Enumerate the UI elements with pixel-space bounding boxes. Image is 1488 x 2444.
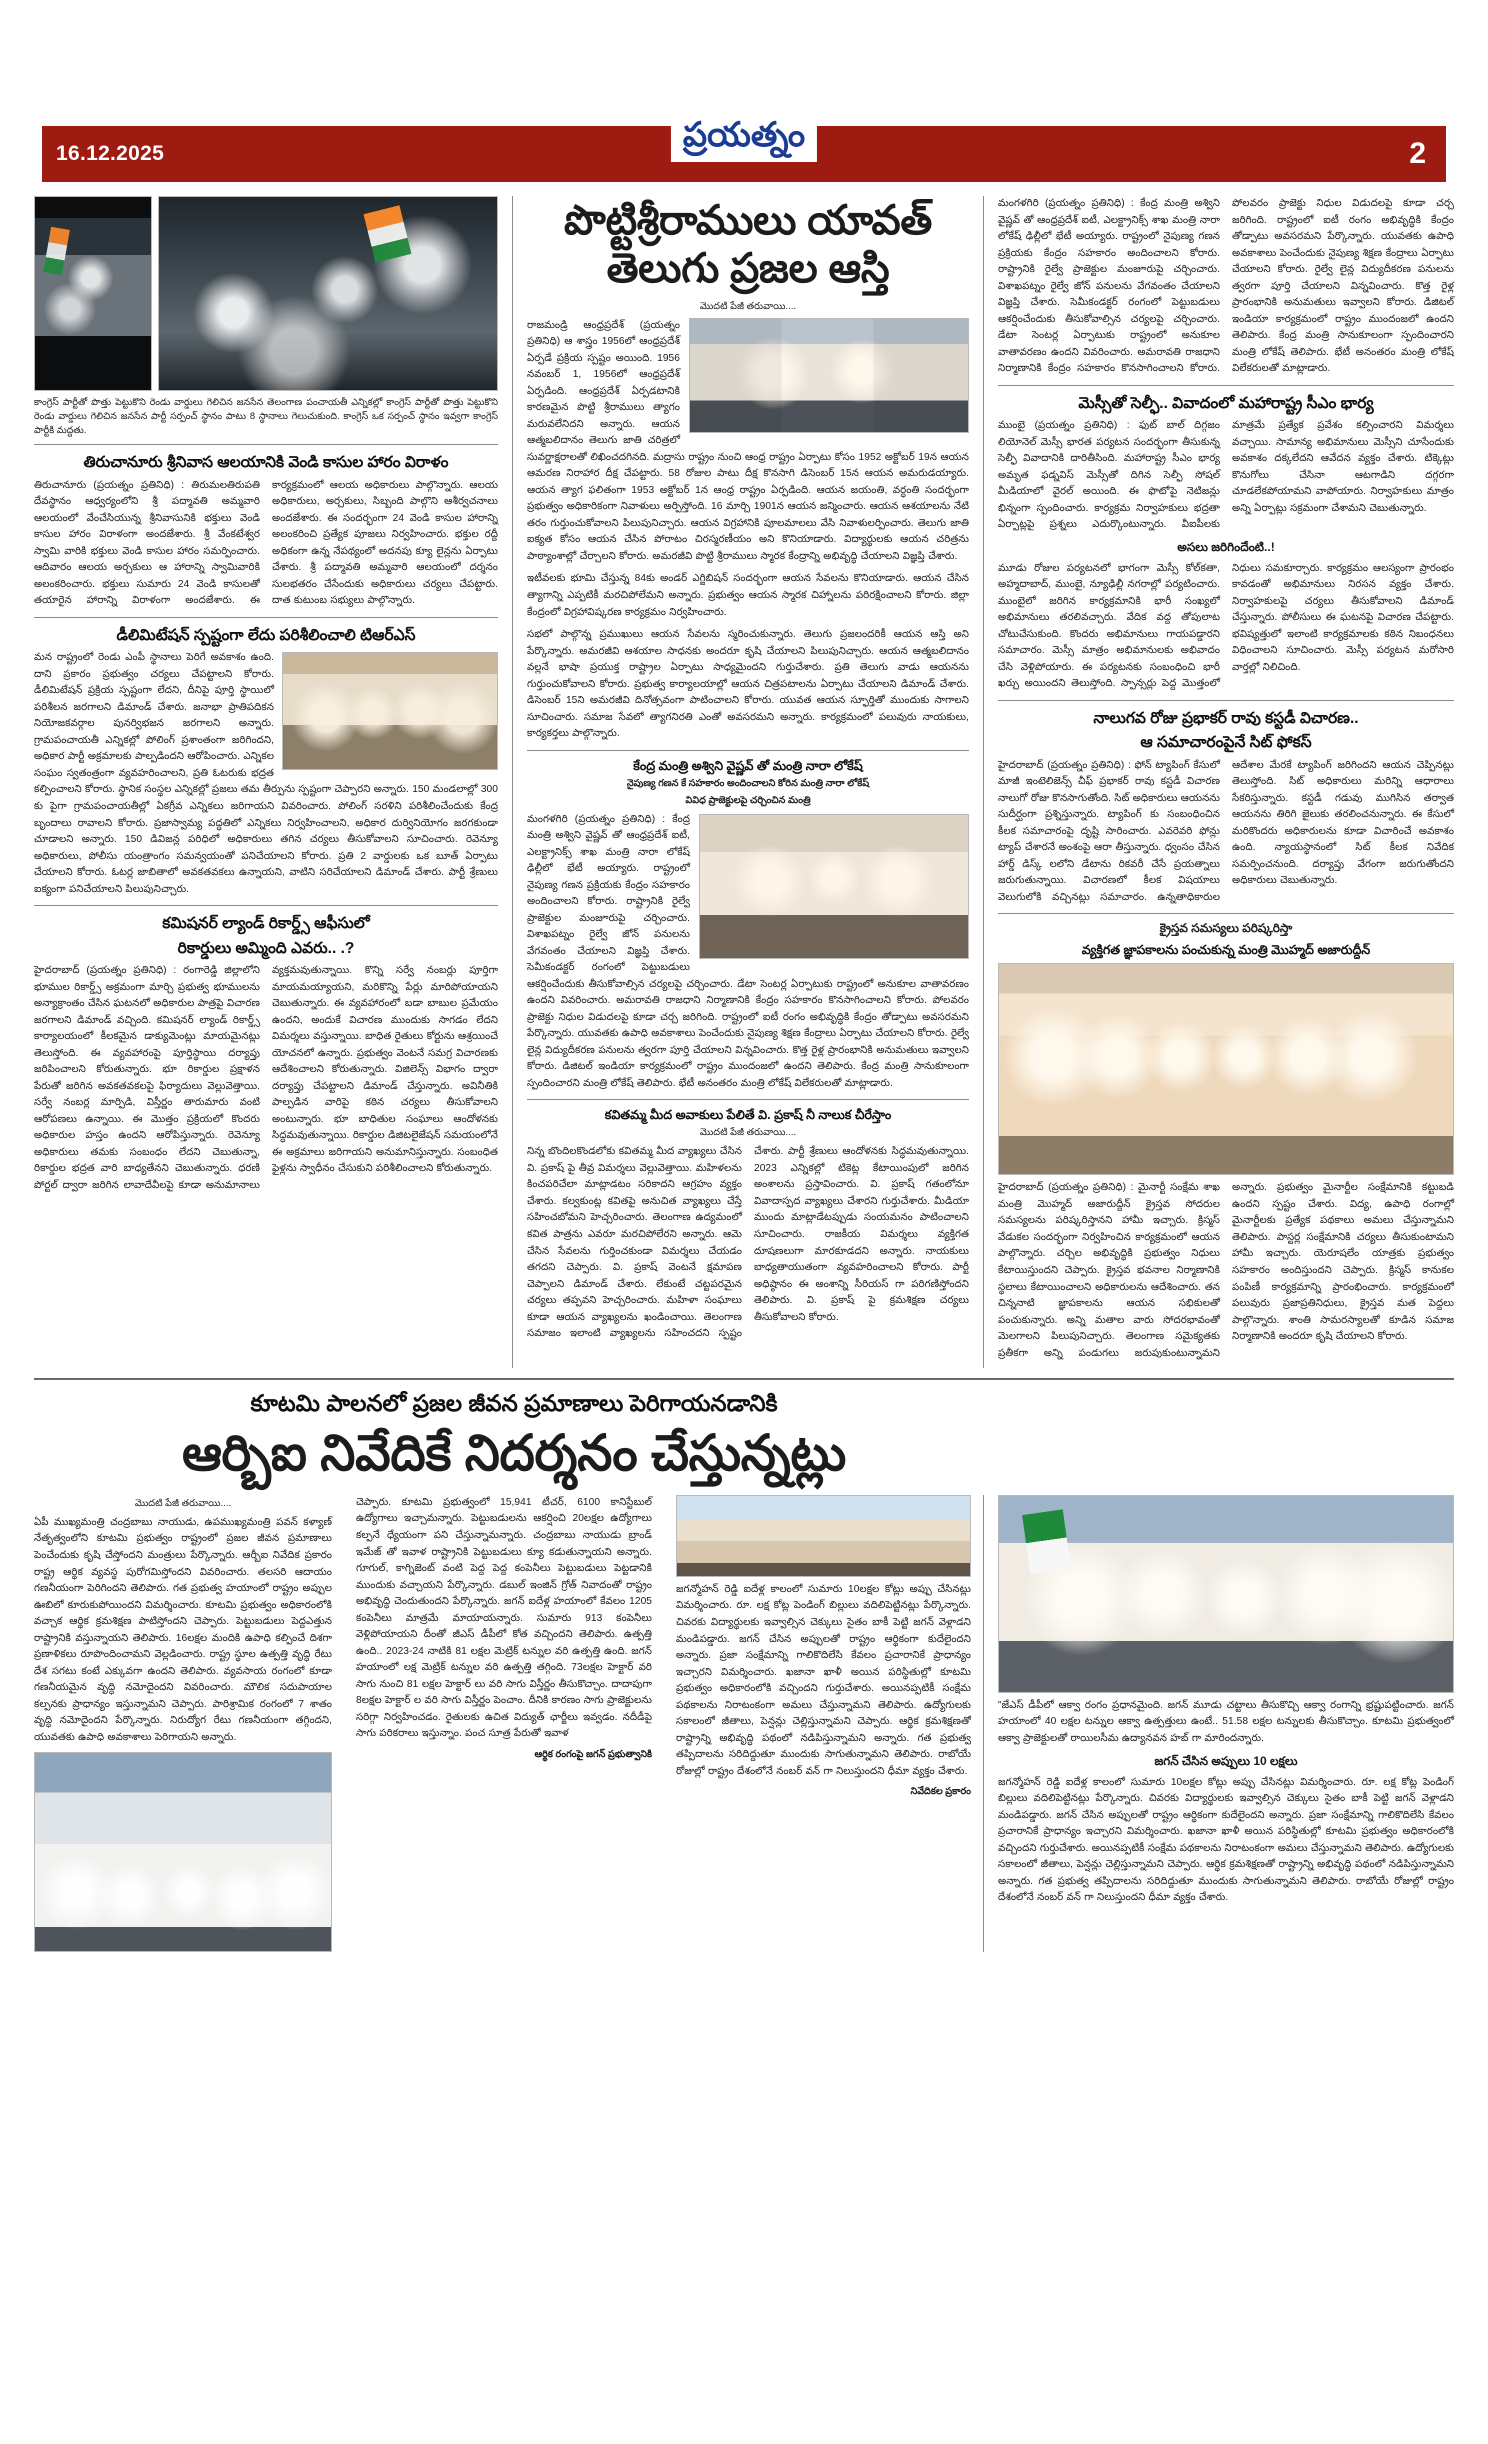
divider xyxy=(34,905,498,906)
body-ashwini-vaishnaw: మంగళగిరి (ప్రయత్నం ప్రతినిధి) : కేంద్ర మంత్రి అశ్విని వైష్ణవ్ తో ఆంధ్రప్రదేశ్ ఐటీ, ఎలక్ట్రానిక్స్ శాఖ మంత్రి నారా లోకేష్ ఢిల్లీలో భేటీ అయ్యారు. రాష్ట్రంలో నైపుణ్య గణన ప్రక్రియకు కేంద్రం సహకారం అందించాలని కోరారు. రాష్ట్రానికి రైల్వే ప్రాజెక్టుల మంజూరుపై చర్చించారు. విశాఖపట్నం రైల్వే జోన్ పనులను వేగవంతం చేయాలని విజ్ఞప్తి చేశారు. సెమీకండక్టర్ రంగంలో పెట్టుబడులు ఆకర్షించేందుకు తీసుకోవాల్సిన చర్యలపై చర్చించారు. డేటా సెంటర్ల ఏర్పాటుకు రాష్ట్రంలో అనుకూల వాతావరణం ఉందని వివరించారు. అమరావతి రాజధాని నిర్మాణానికి కేంద్రం సహకారం కొనసాగించాలని కోరారు. పోలవరం ప్రాజెక్టు నిధుల విడుదలపై కూడా చర్చ జరిగింది. రాష్ట్రంలో ఐటీ రంగం అభివృద్ధికి కేంద్రం తోడ్పాటు అవసరమని పేర్కొన్నారు. యువతకు ఉపాధి అవకాశాలు పెంచేందుకు నైపుణ్య శిక్షణ కేంద్రాలు ఏర్పాటు చేయాలని కోరారు. రైల్వే లైన్ల విద్యుదీకరణ పనులను త్వరగా పూర్తి చేయాలని విన్నవించారు. కొత్త రైళ్ల ప్రారంభానికి అనుమతులు ఇవ్వాలని కోరారు. డిజిటల్ ఇండియా కార్యక్రమంలో రాష్ట్రం ముందంజలో ఉందని తెలిపారు. కేంద్ర మంత్రి సానుకూలంగా స్పందించారని మంత్రి లోకేష్ తెలిపారు. భేటీ అనంతరం మంత్రి లోకేష్ విలేకరులతో మాట్లాడారు. xyxy=(527,813,969,1089)
body-land-records: హైదరాబాద్ (ప్రయత్నం ప్రతినిధి) : రంగారెడ్డి జిల్లాలోని భూముల రికార్డ్స్ అక్రమంగా మార్చి ప్రభుత్వ భూములను అన్యాక్రాంతం చేసిన ఘటనలో అధికారుల పాత్రపై విచారణ జరగాలని డిమాండ్ వచ్చింది. కమిషనర్ ల్యాండ్ రికార్డ్స్ కార్యాలయంలో కీలకమైన డాక్యుమెంట్లు మాయమైనట్లు తెలుస్తోంది. ఈ వ్యవహారంపై పూర్తిస్థాయి దర్యాప్తు జరిపించాలని కోరుతున్నారు. భూ రికార్డుల ప్రక్షాళన పేరుతో జరిగిన అవకతవకలపై ఫిర్యాదులు వెల్లువెత్తాయి. సర్వే నంబర్ల మార్పిడి, విస్తీర్ణం తారుమారు వంటి ఆరోపణలు ఉన్నాయి. ఈ మొత్తం ప్రక్రియలో కొందరు అధికారుల హస్తం ఉందని ఆరోపిస్తున్నారు. రెవెన్యూ అధికారులు తమకు సంబంధం లేదని చెబుతున్నా, రికార్డుల భద్రత వారి బాధ్యతేనని చెబుతున్నారు. ధరణి పోర్టల్ ద్వారా జరిగిన లావాదేవీలపై కూడా అనుమానాలు వ్యక్తమవుతున్నాయి. కొన్ని సర్వే నంబర్లు పూర్తిగా మాయమయ్యాయని, మరికొన్ని పేర్లు మారిపోయాయని చెబుతున్నారు. ఈ వ్యవహారంలో బడా బాబుల ప్రమేయం ఉందని, అందుకే విచారణ ముందుకు సాగడం లేదని విమర్శలు వస్తున్నాయి. బాధిత రైతులు కోర్టును ఆశ్రయించే యోచనలో ఉన్నారు. ప్రభుత్వం వెంటనే సమగ్ర విచారణకు ఆదేశించాలని కోరుతున్నారు. విజిలెన్స్ విభాగం ద్వారా దర్యాప్తు చేపట్టాలని డిమాండ్ చేస్తున్నారు. అవినీతికి పాల్పడిన వారిపై కఠిన చర్యలు తీసుకోవాలని అంటున్నారు. భూ బాధితుల సంఘాలు ఆందోళనకు సిద్ధమవుతున్నాయి. రికార్డుల డిజిటలైజేషన్ సమయంలోనే ఈ అక్రమాలు జరిగాయని అనుమానిస్తున్నారు. సంబంధిత ఫైళ్లను స్వాధీనం చేసుకుని పరిశీలించాలని కోరుతున్నారు. xyxy=(34,965,498,1191)
delimitation-meeting-photo xyxy=(282,652,498,770)
heading-prabhakar-rao-line2: ఆ సమాచారంపైనే సిట్ ఫోకస్ xyxy=(1140,734,1312,752)
heading-tirupati-donation: తిరుచానూరు శ్రీనివాస ఆలయానికి వెండి కాసుల హారం విరాళం xyxy=(83,454,449,472)
lokesh-meeting-photo xyxy=(699,814,969,959)
subheading-what-happened: అసలు జరిగిందేంటి..! xyxy=(1177,539,1275,554)
body-delimitation: మన రాష్ట్రంలో రెండు ఎంపీ స్థానాలు పెరిగే అవకాశం ఉంది. దాని ప్రకారం ప్రభుత్వం చర్యలు చేపట్టాలని కోరారు. డీలిమిటేషన్ ప్రక్రియ స్పష్టంగా లేదని, దీనిపై పూర్తి స్థాయిలో పరిశీలన జరగాలని డిమాండ్ చేశారు. జనాభా ప్రాతిపదికన నియోజకవర్గాల పునర్విభజన జరగాలని అన్నారు. గ్రామపంచాయతీ ఎన్నికల్లో పోలింగ్ ప్రశాంతంగా జరిగిందని, అధికార పార్టీ అక్రమాలకు పాల్పడిందని ఆరోపించారు. ఎన్నికల సంఘం స్వతంత్రంగా వ్యవహరించాలని, ప్రతి ఓటరుకు భద్రత కల్పించాలని కోరారు. స్థానిక సంస్థల ఎన్నికల్లో ప్రజలు తమ తీర్పును స్పష్టంగా చెప్పారని అన్నారు. 150 మండలాల్లో 300 కు పైగా గ్రామపంచాయతీల్లో ఏకగ్రీవ ఎన్నికలు జరిగాయని వివరించారు. పోలింగ్ సరళిని పరిశీలించేందుకు కేంద్ర బృందాలు రావాలని కోరారు. ప్రజాస్వామ్య పద్ధతిలో ఎన్నికలు నిర్వహించాలని, అధికార దుర్వినియోగం జరగకుండా చూడాలని అన్నారు. 150 డివిజన్ల పరిధిలో అధికారులు తగిన చర్యలు తీసుకోవాలని సూచించారు. రెవెన్యూ అధికారులు, పోలీసు యంత్రాంగం సమన్వయంతో పనిచేయాలని కోరారు. ప్రతి 2 వార్డులకు ఒక బూత్ ఏర్పాటు చేయాలని కోరారు. ఓటర్ల జాబితాలో అవకతవకలు ఉన్నాయని, వాటిని సరిచేయాలని డిమాండ్ చేశారు. పార్టీ శ్రేణులు ఐక్యంగా పనిచేయాలని పిలుపునిచ్చారు. xyxy=(34,652,498,895)
heading-kavitha: కవితమ్మ మీద అవాకులు పేలితే వి. ప్రకాష్ నీ నాలుక చీరేస్తాం xyxy=(604,1108,892,1123)
rally-photo-small xyxy=(34,196,152,391)
byline-a: ఆర్థిక రంగంపై జగన్ ప్రభుత్వానికి xyxy=(534,1748,652,1760)
body-kavitha: నిన్న బొందిలకొండలోకు కవితమ్మ మీద వ్యాఖ్యలు చేసిన వి. ప్రకాష్ పై తీవ్ర విమర్శలు వెల్లువెత్తాయి. మహిళలను కించపరిచేలా మాట్లాడటం సరికాదని ఆగ్రహం వ్యక్తం చేశారు. కల్వకుంట్ల కవితపై అనుచిత వ్యాఖ్యలు చేస్తే సహించబోమని హెచ్చరించారు. తెలంగాణ ఉద్యమంలో కవిత పాత్రను ఎవరూ మరచిపోలేరని అన్నారు. ఆమె చేసిన సేవలను గుర్తించకుండా విమర్శలు చేయడం తగదని చెప్పారు. వి. ప్రకాష్ వెంటనే క్షమాపణ చెప్పాలని డిమాండ్ చేశారు. లేకుంటే చట్టపరమైన చర్యలు తప్పవని హెచ్చరించారు. మహిళా సంఘాలు కూడా ఆయన వ్యాఖ్యలను ఖండించాయి. తెలంగాణ సమాజం ఇలాంటి వ్యాఖ్యలను సహించదని స్పష్టం చేశారు. పార్టీ శ్రేణులు ఆందోళనకు సిద్ధమవుతున్నాయి. 2023 ఎన్నికల్లో టికెట్ల కేటాయింపులో జరిగిన అంశాలను ప్రస్తావించారు. వి. ప్రకాష్ గతంలోనూ వివాదాస్పద వ్యాఖ్యలు చేశారని గుర్తుచేశారు. మీడియా ముందు మాట్లాడేటప్పుడు సంయమనం పాటించాలని సూచించారు. రాజకీయ విమర్శలు వ్యక్తిగత దూషణలుగా మారకూడదని అన్నారు. నాయకులు బాధ్యతాయుతంగా వ్యవహరించాలని కోరారు. పార్టీ అధిష్ఠానం ఈ అంశాన్ని సీరియస్ గా పరిగణిస్తోందని తెలిపారు. వి. ప్రకాష్ పై క్రమశిక్షణ చర్యలు తీసుకోవాలని కోరారు. xyxy=(527,1146,969,1340)
byline-c: నివేదికల ప్రకారం xyxy=(910,1786,971,1798)
body-rbi-report-c: జగన్మోహన్ రెడ్డి ఐదేళ్ల కాలంలో సుమారు 10లక్షల కోట్లు అప్పు చేసినట్లు విమర్శించారు. రూ. లక్ష కోట్ల పెండింగ్ బిల్లులు వదిలిపెట్టినట్లు పేర్కొన్నారు. చివరకు విద్యార్థులకు ఇవ్వాల్సిన చెక్కులు సైతం బాకీ పెట్టి జగన్ వెళ్లాడని మండిపడ్డారు. జగన్ చేసిన అప్పులతో రాష్ట్రం ఆర్థికంగా కుదేలైందని అన్నారు. ప్రజా సంక్షేమాన్ని గాలికొదిలేసి కేవలం ప్రచారానికే ప్రాధాన్యం ఇచ్చారని విమర్శించారు. ఖజానా ఖాళీ అయిన పరిస్థితుల్లో కూటమి ప్రభుత్వం అధికారంలోకి వచ్చిందని గుర్తుచేశారు. అయినప్పటికీ సంక్షేమ పథకాలను నిరాటంకంగా అమలు చేస్తున్నామని తెలిపారు. ఉద్యోగులకు సకాలంలో జీతాలు, పెన్షన్లు చెల్లిస్తున్నామని చెప్పారు. ఆర్థిక క్రమశిక్షణతో రాష్ట్రాన్ని అభివృద్ధి పథంలో నడిపిస్తున్నామని అన్నారు. గత ప్రభుత్వ తప్పిదాలను సరిదిద్దుతూ ముందుకు సాగుతున్నామని తెలిపారు. రాబోయే రోజుల్లో రాష్ట్రం దేశంలోనే నంబర్ వన్ గా నిలుస్తుందని ధీమా వ్యక్తం చేశారు. xyxy=(676,1583,971,1777)
ceremony-photo xyxy=(689,318,969,433)
kicker-christian-issues: క్రైస్తవ సమస్యలు పరిష్కరిస్తా xyxy=(1159,921,1293,936)
body-jagan-debts: జగన్మోహన్ రెడ్డి ఐదేళ్ల కాలంలో సుమారు 10లక్షల కోట్లు అప్పు చేసినట్లు విమర్శించారు. రూ. లక్ష కోట్ల పెండింగ్ బిల్లులు వదిలిపెట్టినట్లు పేర్కొన్నారు. చివరకు విద్యార్థులకు ఇవ్వాల్సిన చెక్కులు సైతం బాకీ పెట్టి జగన్ వెళ్లాడని మండిపడ్డారు. జగన్ చేసిన అప్పులతో రాష్ట్రం ఆర్థికంగా కుదేలైందని అన్నారు. ప్రజా సంక్షేమాన్ని గాలికొదిలేసి కేవలం ప్రచారానికే ప్రాధాన్యం ఇచ్చారని విమర్శించారు. ఖజానా ఖాళీ అయిన పరిస్థితుల్లో కూటమి ప్రభుత్వం అధికారంలోకి వచ్చిందని గుర్తుచేశారు. అయినప్పటికీ సంక్షేమ పథకాలను నిరాటంకంగా అమలు చేస్తున్నామని తెలిపారు. ఉద్యోగులకు సకాలంలో జీతాలు, పెన్షన్లు చెల్లిస్తున్నామని చెప్పారు. ఆర్థిక క్రమశిక్షణతో రాష్ట్రాన్ని అభివృద్ధి పథంలో నడిపిస్తున్నామని అన్నారు. గత ప్రభుత్వ తప్పిదాలను సరిదిద్దుతూ ముందుకు సాగుతున్నామని తెలిపారు. రాబోయే రోజుల్లో రాష్ట్రం దేశంలోనే నంబర్ వన్ గా నిలుస్తుందని ధీమా వ్యక్తం చేశారు. xyxy=(998,1776,1454,1904)
left-column xyxy=(34,196,512,1368)
divider xyxy=(527,750,969,751)
divider xyxy=(998,913,1454,914)
body-potti-sriramulu: రాజమండ్రి ఆంధ్రప్రదేశ్ (ప్రయత్నం ప్రతినిధి) ఆ శాస్త్రం 1956లో ఆంధ్రప్రదేశ్ ఏర్పడే ప్రక్రియ స్పష్టం అయింది. 1956 నవంబర్ 1, 1956లో ఆంధ్రప్రదేశ్ ఏర్పడింది. ఆంధ్రప్రదేశ్ ఏర్పడటానికి కారణమైన పొట్టి శ్రీరాములు త్యాగం మరువలేనిదని అన్నారు. ఆయన ఆత్మబలిదానం తెలుగు జాతి చరిత్రలో సువర్ణాక్షరాలతో లిఖించదగినది. మద్రాసు రాష్ట్రం నుంచి ఆంధ్ర రాష్ట్రం ఏర్పాటు కోసం 1952 అక్టోబర్ 19న ఆయన ఆమరణ నిరాహార దీక్ష చేపట్టారు. 58 రోజుల పాటు దీక్ష కొనసాగి డిసెంబర్ 15న ఆయన అమరుడయ్యారు. ఆయన త్యాగ ఫలితంగా 1953 అక్టోబర్ 1న ఆంధ్ర రాష్ట్రం ఏర్పడింది. ఆయన జయంతి, వర్ధంతి సందర్భంగా ప్రభుత్వం అధికారికంగా నివాళులు అర్పిస్తోంది. 16 మార్చి 1901న ఆయన జన్మించారు. ఆయన ఆశయాలను నేటి తరం గుర్తుంచుకోవాలని పిలుపునిచ్చారు. ఆయన విగ్రహానికి పూలమాలలు వేసి నివాళులర్పించారు. తెలుగు జాతి ఐక్యత కోసం ఆయన చేసిన పోరాటం చిరస్మరణీయం అని కొనియాడారు. విద్యార్థులకు ఆయన చరిత్రను పాఠ్యాంశాల్లో చేర్చాలని కోరారు. అమరజీవి పొట్టి శ్రీరాములు స్మారక కేంద్రాన్ని అభివృద్ధి చేయాలని విజ్ఞప్తి చేశారు. xyxy=(527,319,969,562)
heading-ashwini-vaishnaw: కేంద్ర మంత్రి అశ్విని వైష్ణవ్ తో మంత్రి నారా లోకేష్ xyxy=(633,758,863,773)
heading-prabhakar-rao-line1: నాలుగవ రోజు ప్రభాకర్ రావు కస్టడీ విచారణ.. xyxy=(1093,709,1359,727)
subheading-jagan-debts: జగన్ చేసిన అప్పులు 10 లక్షలు xyxy=(1154,1753,1298,1768)
bottom-column-d xyxy=(984,1495,1454,1952)
subheading-skill-census: నైపుణ్య గణన కే సహకారం అందించాలని కోరిన మంత్రి నారా లోకేష్ xyxy=(626,777,870,789)
hero-headline: పొట్టిశ్రీరాములు యావత్ తెలుగు ప్రజల ఆస్తి xyxy=(564,197,932,292)
rally-photo-caption: కాంగ్రెస్ పార్టీతో పొత్తు పెట్టుకొని రెండు వార్డులు గెలిచిన జనసేన తెలంగాణ పంచాయతీ ఎన్నికల్లో కాంగ్రెస్ పార్టీతో పొత్తు పెట్టుకొని రెండు వార్డులు గెలిచిన జనసేన పార్టీ సర్పంచ్ స్థానం పాటు 8 స్థానాలు గెలుచుకుంది. కాంగ్రెస్ ఒక సర్పంచ్ స్థానం ఇవ్వగా కాంగ్రెస్ పార్టీకి మద్దతు. xyxy=(34,396,498,436)
body-potti-sriramulu-continued: మంగళగిరి (ప్రయత్నం ప్రతినిధి) : కేంద్ర మంత్రి అశ్విని వైష్ణవ్ తో ఆంధ్రప్రదేశ్ ఐటీ, ఎలక్ట్రానిక్స్ శాఖ మంత్రి నారా లోకేష్ ఢిల్లీలో భేటీ అయ్యారు. రాష్ట్రంలో నైపుణ్య గణన ప్రక్రియకు కేంద్రం సహకారం అందించాలని కోరారు. రాష్ట్రానికి రైల్వే ప్రాజెక్టుల మంజూరుపై చర్చించారు. విశాఖపట్నం రైల్వే జోన్ పనులను వేగవంతం చేయాలని విజ్ఞప్తి చేశారు. సెమీకండక్టర్ రంగంలో పెట్టుబడులు ఆకర్షించేందుకు తీసుకోవాల్సిన చర్యలపై చర్చించారు. డేటా సెంటర్ల ఏర్పాటుకు రాష్ట్రంలో అనుకూల వాతావరణం ఉందని వివరించారు. అమరావతి రాజధాని నిర్మాణానికి కేంద్రం సహకారం కొనసాగించాలని కోరారు. పోలవరం ప్రాజెక్టు నిధుల విడుదలపై కూడా చర్చ జరిగింది. రాష్ట్రంలో ఐటీ రంగం అభివృద్ధికి కేంద్రం తోడ్పాటు అవసరమని పేర్కొన్నారు. యువతకు ఉపాధి అవకాశాలు పెంచేందుకు నైపుణ్య శిక్షణ కేంద్రాలు ఏర్పాటు చేయాలని కోరారు. రైల్వే లైన్ల విద్యుదీకరణ పనులను త్వరగా పూర్తి చేయాలని విన్నవించారు. కొత్త రైళ్ల ప్రారంభానికి అనుమతులు ఇవ్వాలని కోరారు. డిజిటల్ ఇండియా కార్యక్రమంలో రాష్ట్రం ముందంజలో ఉందని తెలిపారు. కేంద్ర మంత్రి సానుకూలంగా స్పందించారని మంత్రి లోకేష్ తెలిపారు. భేటీ అనంతరం మంత్రి లోకేష్ విలేకరులతో మాట్లాడారు. xyxy=(998,198,1454,375)
body-potti-sriramulu-2: సభలో పాల్గొన్న ప్రముఖులు ఆయన సేవలను స్మరించుకున్నారు. తెలుగు ప్రజలందరికీ ఆయన ఆస్తి అని పేర్కొన్నారు. అమరజీవి ఆశయాల సాధనకు అందరూ కృషి చేయాలని పిలుపునిచ్చారు. ఆయన ఆత్మబలిదానం వల్లనే భాషా ప్రయుక్త రాష్ట్రాల ఏర్పాటు సాధ్యమైందని గుర్తుచేశారు. ప్రతి తెలుగు వాడు ఆయనను గుర్తుంచుకోవాలని కోరారు. ప్రభుత్వ కార్యాలయాల్లో ఆయన చిత్రపటాలను ఏర్పాటు చేయాలని డిమాండ్ చేశారు. డిసెంబర్ 15ని అమరజీవి దినోత్సవంగా పాటించాలని కోరారు. యువత ఆయన స్ఫూర్తితో ముందుకు సాగాలని సూచించారు. సమాజ సేవలో త్యాగనిరతి ఎంతో అవసరమని అన్నారు. కార్యక్రమంలో పలువురు నాయకులు, కార్యకర్తలు పాల్గొన్నారు. xyxy=(527,629,969,740)
divider xyxy=(34,444,498,445)
bottom-kicker-headline: కూటమి పాలనలో ప్రజల జీవన ప్రమాణాలు పెరిగాయనడానికి xyxy=(250,1390,778,1417)
body-messi-selfie-2: మూడు రోజుల పర్యటనలో భాగంగా మెస్సీ కోల్‌కతా, అహ్మదాబాద్, ముంబై, న్యూఢిల్లీ నగరాల్లో పర్యటించారు. ముంబైలో జరిగిన కార్యక్రమానికి భారీ సంఖ్యలో అభిమానులు తరలివచ్చారు. వేదిక వద్ద తోపులాట చోటుచేసుకుంది. కొందరు అభిమానులు గాయపడ్డారని సమాచారం. మెస్సీ మాత్రం అభిమానులకు అభివాదం చేసి వెళ్లిపోయారు. ఈ పర్యటనకు సంబంధించి భారీ ఖర్చు అయిందని తెలుస్తోంది. స్పాన్సర్లు పెద్ద మొత్తంలో నిధులు సమకూర్చారు. కార్యక్రమం ఆలస్యంగా ప్రారంభం కావడంతో అభిమానులు నిరసన వ్యక్తం చేశారు. నిర్వాహకులపై చర్యలు తీసుకోవాలని డిమాండ్ చేస్తున్నారు. పోలీసులు ఈ ఘటనపై విచారణ చేపట్టారు. భవిష్యత్తులో ఇలాంటి కార్యక్రమాలకు కఠిన నిబంధనలు విధించాలని సూచించారు. మెస్సీ పర్యటన మరోసారి వార్తల్లో నిలిచింది. xyxy=(998,562,1454,690)
caption-aqua-sector: "జేఎస్ డీపీలో ఆక్వా రంగం ప్రధానమైంది. జగన్ మూడు చట్టాలు తీసుకొచ్చి ఆక్వా రంగాన్ని భ్రష్టుపట్టించారు. జగన్ హయాంలో 40 లక్షల టన్నుల ఆక్వా ఉత్పత్తులు ఉంటే.. 51.58 లక్షల టన్నులకు తీసుకొచ్చాం. కూటమి ప్రభుత్వంలో ఆక్వా ప్రాజెక్టులతో రాయిలసీమ ఉద్యానవన హబ్ గా మారిందన్నారు. xyxy=(998,1699,1454,1744)
rally-photo-large xyxy=(158,196,498,391)
protest-photo xyxy=(998,1495,1454,1693)
middle-column xyxy=(512,196,984,1368)
heading-azharuddin: వ్యక్తిగత జ్ఞాపకాలను పంచుకున్న మంత్రి మొహ్మద్ అజారుద్దీన్ xyxy=(1081,943,1371,958)
heading-messi-selfie: మెస్సీతో సెల్ఫీ.. వివాదంలో మహారాష్ట్ర సీఎం భార్య xyxy=(1078,394,1374,412)
divider xyxy=(998,700,1454,701)
bottom-column-c xyxy=(664,1495,984,1952)
body-azharuddin: హైదరాబాద్ (ప్రయత్నం ప్రతినిధి) : మైనార్టీ సంక్షేమ శాఖ మంత్రి మొహ్మద్ అజారుద్దీన్ క్రైస్తవ సోదరుల సమస్యలను పరిష్కరిస్తానని హామీ ఇచ్చారు. క్రిస్మస్ వేడుకల సందర్భంగా నిర్వహించిన కార్యక్రమంలో ఆయన పాల్గొన్నారు. చర్చిల అభివృద్ధికి ప్రభుత్వం నిధులు కేటాయిస్తుందని చెప్పారు. క్రైస్తవ భవనాల నిర్మాణానికి స్థలాలు కేటాయించాలని అధికారులను ఆదేశించారు. తన చిన్ననాటి జ్ఞాపకాలను ఆయన సభికులతో పంచుకున్నారు. అన్ని మతాల వారు సోదరభావంతో మెలగాలని పిలుపునిచ్చారు. తెలంగాణ సమైక్యతకు ప్రతీకగా అన్ని పండుగలు జరుపుకుంటున్నామని అన్నారు. ప్రభుత్వం మైనార్టీల సంక్షేమానికి కట్టుబడి ఉందని స్పష్టం చేశారు. విద్య, ఉపాధి రంగాల్లో మైనార్టీలకు ప్రత్యేక పథకాలు అమలు చేస్తున్నామని తెలిపారు. పాస్టర్ల సంక్షేమానికి చర్యలు తీసుకుంటామని హామీ ఇచ్చారు. యెరూషలేం యాత్రకు ప్రభుత్వం సహకారం అందిస్తుందని చెప్పారు. క్రిస్మస్ కానుకల పంపిణీ కార్యక్రమాన్ని ప్రారంభించారు. కార్యక్రమంలో పలువురు ప్రజాప్రతినిధులు, క్రైస్తవ మత పెద్దలు పాల్గొన్నారు. శాంతి సామరస్యాలతో కూడిన సమాజ నిర్మాణానికి అందరూ కృషి చేయాలని కోరారు. xyxy=(998,1182,1454,1359)
caption-ceremony: ఇటీవలకు భూమి చేస్తున్న 84కు అండర్ ఎగ్జిబిషన్ సందర్భంగా ఆయన సేవలను కొనియాడారు. ఆయన చేసిన త్యాగాన్ని ఎప్పటికీ మరచిపోలేమని అన్నారు. ప్రభుత్వం ఆయన స్మారక చిహ్నాలను పరిరక్షించాలని కోరారు. జిల్లా కేంద్రంలో విగ్రహావిష్కరణ కార్యక్రమం నిర్వహించారు. xyxy=(527,573,969,618)
divider xyxy=(527,1099,969,1100)
crowd-photo xyxy=(34,1752,332,1952)
heading-delimitation: డీలిమిటేషన్ స్పష్టంగా లేదు పరిశీలించాలి టిఆర్ఎస్ xyxy=(116,626,416,644)
right-column xyxy=(984,196,1454,1368)
body-tirupati-donation: తిరుచానూరు (ప్రయత్నం ప్రతినిధి) : తిరుమలతిరుపతి దేవస్థానం ఆధ్వర్యంలోని శ్రీ పద్మావతి అమ్మవారి ఆలయంలో వేంచేసియున్న శ్రీనివాసునికి భక్తులు వెండి కాసుల హారం విరాళంగా అందజేశారు. శ్రీ వేంకటేశ్వర స్వామి వారికి భక్తులు వెండి కాసుల హారం సమర్పించారు. ఆదివారం ఆలయ అర్చకులు ఆ హారాన్ని స్వామివారికి అలంకరించారు. భక్తులు సుమారు 24 వెండి కాసులతో తయారైన హారాన్ని విరాళంగా అందజేశారు. ఈ కార్యక్రమంలో ఆలయ అధికారులు పాల్గొన్నారు. ఆలయ అధికారులు, అర్చకులు, సిబ్బంది పాల్గొని ఆశీర్వచనాలు అందజేశారు. ఈ సందర్భంగా 24 వెండి కాసుల హారాన్ని అలంకరించి ప్రత్యేక పూజలు నిర్వహించారు. భక్తుల రద్దీ అధికంగా ఉన్న నేపథ్యంలో అదనపు క్యూ లైన్లను ఏర్పాటు చేశారు. శ్రీ పద్మావతి అమ్మవారి ఆలయంలో దర్శనం సులభతరం చేసేందుకు అధికారులు చర్యలు చేపట్టారు. దాత కుటుంబ సభ్యులు పాల్గొన్నారు. xyxy=(34,479,498,607)
newspaper-logo: ప్రయత్నం xyxy=(671,114,817,162)
continued-kicker: మొదటి పేజీ తరువాయి.... xyxy=(699,300,797,312)
kicker-kavitha: మొదటి పేజీ తరువాయి.... xyxy=(699,1127,797,1139)
bottom-kicker: మొదటి పేజీ తరువాయి.... xyxy=(134,1497,232,1509)
body-rbi-report-b: చెప్పారు. కూటమి ప్రభుత్వంలో 15,941 టీచర్, 6100 కానిస్టేబుల్ ఉద్యోగాలు ఇచ్చామన్నారు. పెట్టుబడులను ఆకర్షించి 20లక్షల ఉద్యోగాలు కల్పనే ధ్యేయంగా పని చేస్తున్నామన్నారు. చంద్రబాబు నాయుడు బ్రాండ్ ఇమేజ్ తో ఇవాళ రాష్ట్రానికి పెట్టుబడులు క్యూ కడుతున్నాయని అన్నారు. గూగుల్, కాగ్నిజెంట్ వంటి పెద్ద పెద్ద కంపెనీలు పెట్టుబడులు పెట్టడానికి ముందుకు వచ్చాయని పేర్కొన్నారు. డబుల్ ఇంజిన్ గ్రోత్ నివాదంతో రాష్ట్రం అభివృద్ధి చెందుతుందని పేర్కొన్నారు. జగన్ ఐదేళ్ల హయాంలో కేవలం 1205 కంపెనీలు మాత్రమే మాయాయన్నారు. సుమారు 913 కంపెనీలు వెళ్లిపోయాయని దీంతో జీఎస్ డీపీలో కోత వచ్చిందని తెలిపారు. ఉత్పత్తి ఉంది.. 2023-24 నాటికి 81 లక్షల మెట్రిక్ టన్నుల వరి ఉత్పత్తి ఉంది. జగన్ హయాంలో లక్ష మెట్రిక్ టన్నుల వరి ఉత్పత్తి తగ్గింది. 73లక్షల హెక్టార్ వరి సాగు నుంచి 81 లక్షల హెక్టార్ లు వరి సాగు విస్తీర్ణం తీసుకొచ్చాం. దాదాపుగా 8లక్షల హెక్టార్ ల వరి సాగు విస్తీర్ణం పెంచాం. దీనికి కారణం సాగు ప్రాజెక్టులను సరిగ్గా నిర్వహించడం. రైతులకు ఉచిత విద్యుత్ ఛార్జీలు ఇవ్వడం. నదీడీపై సాగు పరికరాలు ఇస్తున్నాం. పంచ సూత్ర పేరుతో ఇవాళ xyxy=(356,1496,652,1740)
heading-land-records-line2: రికార్డులు అమ్మింది ఎవరు.. .? xyxy=(177,939,355,957)
body-messi-selfie: ముంబై (ప్రయత్నం ప్రతినిధి) : ఫుట్ బాల్ దిగ్గజం లియోనెల్ మెస్సీ భారత పర్యటన సందర్భంగా తీసుకున్న సెల్ఫీ వివాదానికి దారితీసింది. మహారాష్ట్ర సీఎం భార్య అమృత ఫడ్నవిస్ మెస్సీతో దిగిన సెల్ఫీ సోషల్ మీడియాలో వైరల్ అయింది. ఈ ఫొటోపై నెటిజన్లు భిన్నంగా స్పందించారు. కార్యక్రమ నిర్వాహకులు భద్రతా ఏర్పాట్లపై ప్రశ్నలు ఎదుర్కొంటున్నారు. వీఐపీలకు మాత్రమే ప్రత్యేక ప్రవేశం కల్పించారని విమర్శలు వచ్చాయి. సామాన్య అభిమానులు మెస్సీని చూసేందుకు అవకాశం దక్కలేదని ఆవేదన వ్యక్తం చేశారు. టిక్కెట్లు కొనుగోలు చేసినా ఆటగాడిని దగ్గరగా చూడలేకపోయామని వాపోయారు. నిర్వాహకులు మాత్రం అన్ని ఏర్పాట్లు సక్రమంగా చేశామని చెబుతున్నారు. xyxy=(998,420,1454,531)
bottom-main-headline: ఆర్బిఐ నివేదికే నిదర్శనం చేస్తున్నట్లు xyxy=(181,1424,847,1481)
publication-date: 16.12.2025 xyxy=(56,142,165,165)
bottom-column-b xyxy=(344,1495,664,1952)
page-number: 2 xyxy=(1409,137,1426,170)
bottom-feature-section xyxy=(34,1389,1454,1952)
assembly-building-photo xyxy=(676,1495,971,1577)
page-content xyxy=(34,196,1454,1952)
heading-land-records-line1: కమిషనర్ ల్యాండ్ రికార్డ్స్ ఆఫీసులో xyxy=(162,915,370,933)
azharuddin-event-photo xyxy=(998,963,1454,1175)
bottom-column-a xyxy=(34,1495,344,1952)
rally-photo-row xyxy=(34,196,498,391)
masthead-bar xyxy=(42,116,1446,182)
subheading-projects: వివిధ ప్రాజెక్టులపై చర్చించిన మంత్రి xyxy=(685,794,811,806)
divider xyxy=(998,385,1454,386)
section-divider xyxy=(34,1378,1454,1380)
body-prabhakar-rao: హైదరాబాద్ (ప్రయత్నం ప్రతినిధి) : ఫోన్ ట్యాపింగ్ కేసులో మాజీ ఇంటెలిజెన్స్ చీఫ్ ప్రభాకర్ రావు కస్టడీ విచారణ నాలుగో రోజు కొనసాగుతోంది. సిట్ అధికారులు ఆయనను సుదీర్ఘంగా ప్రశ్నిస్తున్నారు. ట్యాపింగ్ కు సంబంధించిన కీలక సమాచారంపై దృష్టి సారించారు. ఎవరెవరి ఫోన్లు ట్యాప్ చేశారనే అంశంపై ఆరా తీస్తున్నారు. ధ్వంసం చేసిన హార్డ్ డిస్క్ లలోని డేటాను రికవరీ చేసే ప్రయత్నాలు జరుగుతున్నాయి. విచారణలో కీలక విషయాలు వెలుగులోకి వచ్చినట్లు సమాచారం. ఉన్నతాధికారుల ఆదేశాల మేరకే ట్యాపింగ్ జరిగిందని ఆయన చెప్పినట్లు తెలుస్తోంది. సిట్ అధికారులు మరిన్ని ఆధారాలు సేకరిస్తున్నారు. కస్టడీ గడువు ముగిసిన తర్వాత ఆయనను తిరిగి జైలుకు తరలించనున్నారు. ఈ కేసులో మరికొందరు అధికారులను కూడా విచారించే అవకాశం ఉంది. న్యాయస్థానంలో సిట్ కీలక నివేదిక సమర్పించనుంది. దర్యాప్తు వేగంగా జరుగుతోందని అధికారులు చెబుతున్నారు. xyxy=(998,759,1454,903)
bottom-columns xyxy=(34,1495,1454,1952)
body-rbi-report-a: ఏపీ ముఖ్యమంత్రి చంద్రబాబు నాయుడు, ఉపముఖ్యమంత్రి పవన్ కళ్యాణ్ నేతృత్వంలోని కూటమి ప్రభుత్వం రాష్ట్రంలో ప్రజల జీవన ప్రమాణాలు పెంచేందుకు కృషి చేస్తోందని మంత్రులు పేర్కొన్నారు. ఆర్బీఐ నివేదిక ప్రకారం రాష్ట్ర ఆర్థిక వ్యవస్థ పురోగమిస్తోందని వివరించారు. తలసరి ఆదాయం గణనీయంగా పెరిగిందని తెలిపారు. గత ప్రభుత్వ హయాంలో రాష్ట్రం అప్పుల ఊబిలో కూరుకుపోయిందని విమర్శించారు. కూటమి ప్రభుత్వం అధికారంలోకి వచ్చాక ఆర్థిక క్రమశిక్షణ పాటిస్తోందని చెప్పారు. పెట్టుబడులు పెద్దఎత్తున రాష్ట్రానికి వస్తున్నాయని తెలిపారు. 16లక్షల మందికి ఉపాధి కల్పించే దిశగా ప్రణాళికలు రూపొందించామని వెల్లడించారు. రాష్ట్ర స్థూల ఉత్పత్తి వృద్ధి రేటు దేశ సగటు కంటే ఎక్కువగా ఉందని తెలిపారు. వ్యవసాయ రంగంలో కూడా గణనీయమైన వృద్ధి నమోదైందని వివరించారు. మౌలిక సదుపాయాల కల్పనకు ప్రాధాన్యం ఇస్తున్నామని చెప్పారు. పారిశ్రామిక రంగంలో 7 శాతం వృద్ధి నమోదైందని పేర్కొన్నారు. నిరుద్యోగ రేటు గణనీయంగా తగ్గిందని, యువతకు ఉపాధి అవకాశాలు పెరిగాయని అన్నారు. xyxy=(34,1516,332,1743)
divider xyxy=(34,617,498,618)
top-section xyxy=(34,196,1454,1368)
